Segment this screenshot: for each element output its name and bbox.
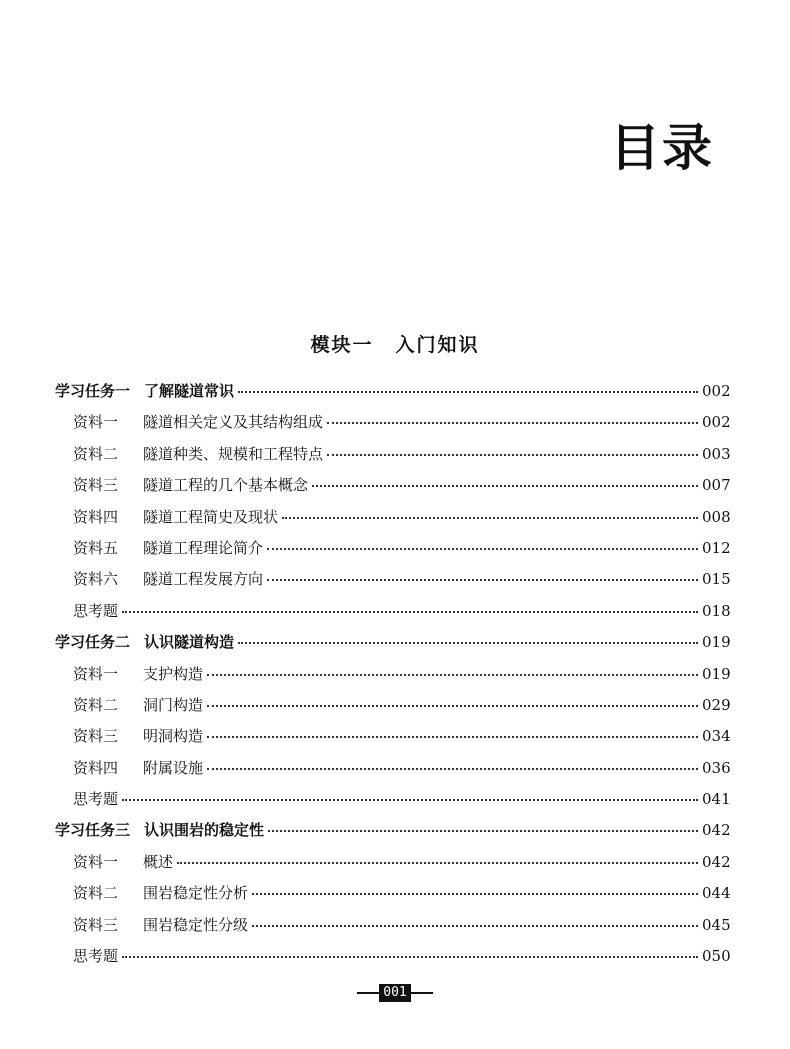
toc-entry-title: 隧道种类、规模和工程特点 (143, 444, 324, 463)
toc-entry-number: 资料五 (73, 538, 119, 557)
toc-entry-label (55, 815, 264, 846)
toc-entry-title: 思考题 (73, 601, 119, 620)
toc-entry[interactable] (55, 439, 730, 470)
toc-entry-number: 资料三 (73, 476, 119, 495)
toc-entry-page: 007 (702, 476, 731, 495)
dot-leader (207, 768, 698, 770)
toc-entry-number: 资料二 (73, 444, 119, 463)
toc-entry-page: 002 (702, 382, 731, 400)
dot-leader (252, 893, 698, 895)
toc-entry-page: 008 (702, 507, 731, 526)
toc-entry-title: 隧道工程简史及现状 (143, 507, 279, 526)
toc-entry-label (73, 721, 203, 752)
toc-entry[interactable] (55, 878, 730, 909)
toc-entry-title: 隧道工程理论简介 (143, 538, 264, 557)
toc-entry[interactable] (55, 627, 730, 658)
toc-entry-title: 思考题 (73, 947, 119, 966)
module-label: 模块一 (310, 334, 374, 356)
toc-entry-title: 隧道工程发展方向 (143, 570, 264, 589)
toc-entry-number: 资料二 (73, 884, 119, 903)
toc-entry-page: 015 (702, 570, 731, 589)
dot-leader (207, 736, 698, 738)
toc-entry-label (73, 533, 263, 564)
toc-entry-label (73, 753, 203, 784)
toc-entry-label (73, 690, 203, 721)
dot-leader (252, 925, 698, 927)
dot-leader (282, 517, 698, 519)
toc-entry-title: 隧道相关定义及其结构组成 (143, 413, 324, 432)
toc-entry-label (73, 470, 308, 501)
toc-entry-label (73, 910, 248, 941)
toc-entry-label (73, 878, 248, 909)
toc-entry-number: 学习任务一 (55, 382, 131, 400)
toc-entry-label (73, 784, 118, 815)
dot-leader (327, 422, 698, 424)
toc-entry-number: 资料一 (73, 852, 119, 871)
toc-entry-title: 洞门构造 (143, 695, 204, 714)
dot-leader (267, 579, 698, 581)
toc-entry-label (73, 847, 173, 878)
toc-entry[interactable] (55, 690, 730, 721)
toc-entry-label (73, 941, 118, 972)
toc-entry-title: 概述 (143, 852, 174, 871)
dot-leader (207, 705, 698, 707)
toc-entry-page: 034 (702, 727, 731, 746)
toc-entry[interactable] (55, 596, 730, 627)
footer-rule-right (411, 992, 433, 994)
toc-entry-label (73, 564, 263, 595)
dot-leader (238, 642, 698, 644)
toc-entry[interactable] (55, 470, 730, 501)
page-title: 目录 (610, 119, 714, 177)
toc-entry[interactable] (55, 502, 730, 533)
toc-entry-page: 018 (702, 601, 731, 620)
toc-entry-label (73, 407, 323, 438)
toc-entry-label (73, 502, 278, 533)
toc-entry-page: 002 (702, 413, 731, 432)
toc-entry-number: 学习任务三 (55, 821, 131, 840)
toc-entry-title: 明洞构造 (143, 727, 204, 746)
toc-entry-number: 资料一 (73, 664, 119, 683)
module-heading (0, 330, 790, 357)
toc-entry-number: 资料三 (73, 915, 119, 934)
toc-entry-number: 资料六 (73, 570, 119, 589)
toc-entry-title: 了解隧道常识 (144, 382, 235, 400)
toc-entry-page: 036 (702, 758, 731, 777)
dot-leader (207, 674, 698, 676)
toc-entry-title: 思考题 (73, 790, 119, 809)
footer-rule-left (357, 992, 379, 994)
toc-entry-page: 041 (702, 790, 731, 809)
page-footer (0, 983, 790, 1003)
toc-entry[interactable] (55, 941, 730, 972)
toc-entry[interactable] (55, 376, 730, 407)
toc-entry-title: 附属设施 (143, 758, 204, 777)
toc-entry-title: 认识围岩的稳定性 (144, 821, 265, 840)
toc-entry[interactable] (55, 910, 730, 941)
dot-leader (122, 799, 698, 801)
toc-entry[interactable] (55, 533, 730, 564)
dot-leader (327, 454, 698, 456)
toc-entry[interactable] (55, 659, 730, 690)
toc-entry-label (55, 627, 234, 658)
table-of-contents (55, 376, 730, 972)
toc-entry-page: 044 (702, 884, 731, 903)
toc-entry-number: 资料二 (73, 695, 119, 714)
dot-leader (238, 391, 698, 393)
toc-entry-title: 支护构造 (143, 664, 204, 683)
dot-leader (267, 548, 698, 550)
footer-page-number: 001 (379, 984, 410, 1002)
toc-entry-page: 050 (702, 947, 731, 966)
dot-leader (122, 611, 698, 613)
toc-entry-label (73, 659, 203, 690)
toc-entry-title: 围岩稳定性分级 (143, 915, 249, 934)
toc-entry-title: 认识隧道构造 (144, 633, 235, 652)
toc-entry-page: 019 (702, 664, 731, 683)
toc-entry-number: 学习任务二 (55, 633, 131, 652)
toc-entry[interactable] (55, 847, 730, 878)
toc-entry[interactable] (55, 815, 730, 846)
toc-entry-page: 042 (702, 852, 731, 871)
toc-entry-label (55, 376, 234, 407)
toc-entry-label (73, 439, 323, 470)
toc-entry[interactable] (55, 407, 730, 438)
toc-entry[interactable] (55, 564, 730, 595)
toc-entry-label (73, 596, 118, 627)
toc-entry-number: 资料四 (73, 758, 119, 777)
toc-entry-title: 围岩稳定性分析 (143, 884, 249, 903)
toc-entry-page: 042 (702, 821, 731, 840)
toc-entry-title: 隧道工程的几个基本概念 (143, 476, 309, 495)
toc-entry[interactable] (55, 784, 730, 815)
dot-leader (122, 956, 698, 958)
toc-entry-page: 003 (702, 444, 731, 463)
dot-leader (177, 862, 698, 864)
toc-entry-page: 019 (702, 633, 731, 652)
toc-entry[interactable] (55, 753, 730, 784)
toc-entry-page: 029 (702, 695, 731, 714)
toc-entry[interactable] (55, 721, 730, 752)
dot-leader (312, 485, 698, 487)
toc-entry-number: 资料三 (73, 727, 119, 746)
toc-entry-number: 资料四 (73, 507, 119, 526)
toc-entry-page: 045 (702, 915, 731, 934)
dot-leader (268, 830, 698, 832)
module-name: 入门知识 (395, 334, 480, 356)
toc-entry-page: 012 (702, 538, 731, 557)
toc-entry-number: 资料一 (73, 413, 119, 432)
